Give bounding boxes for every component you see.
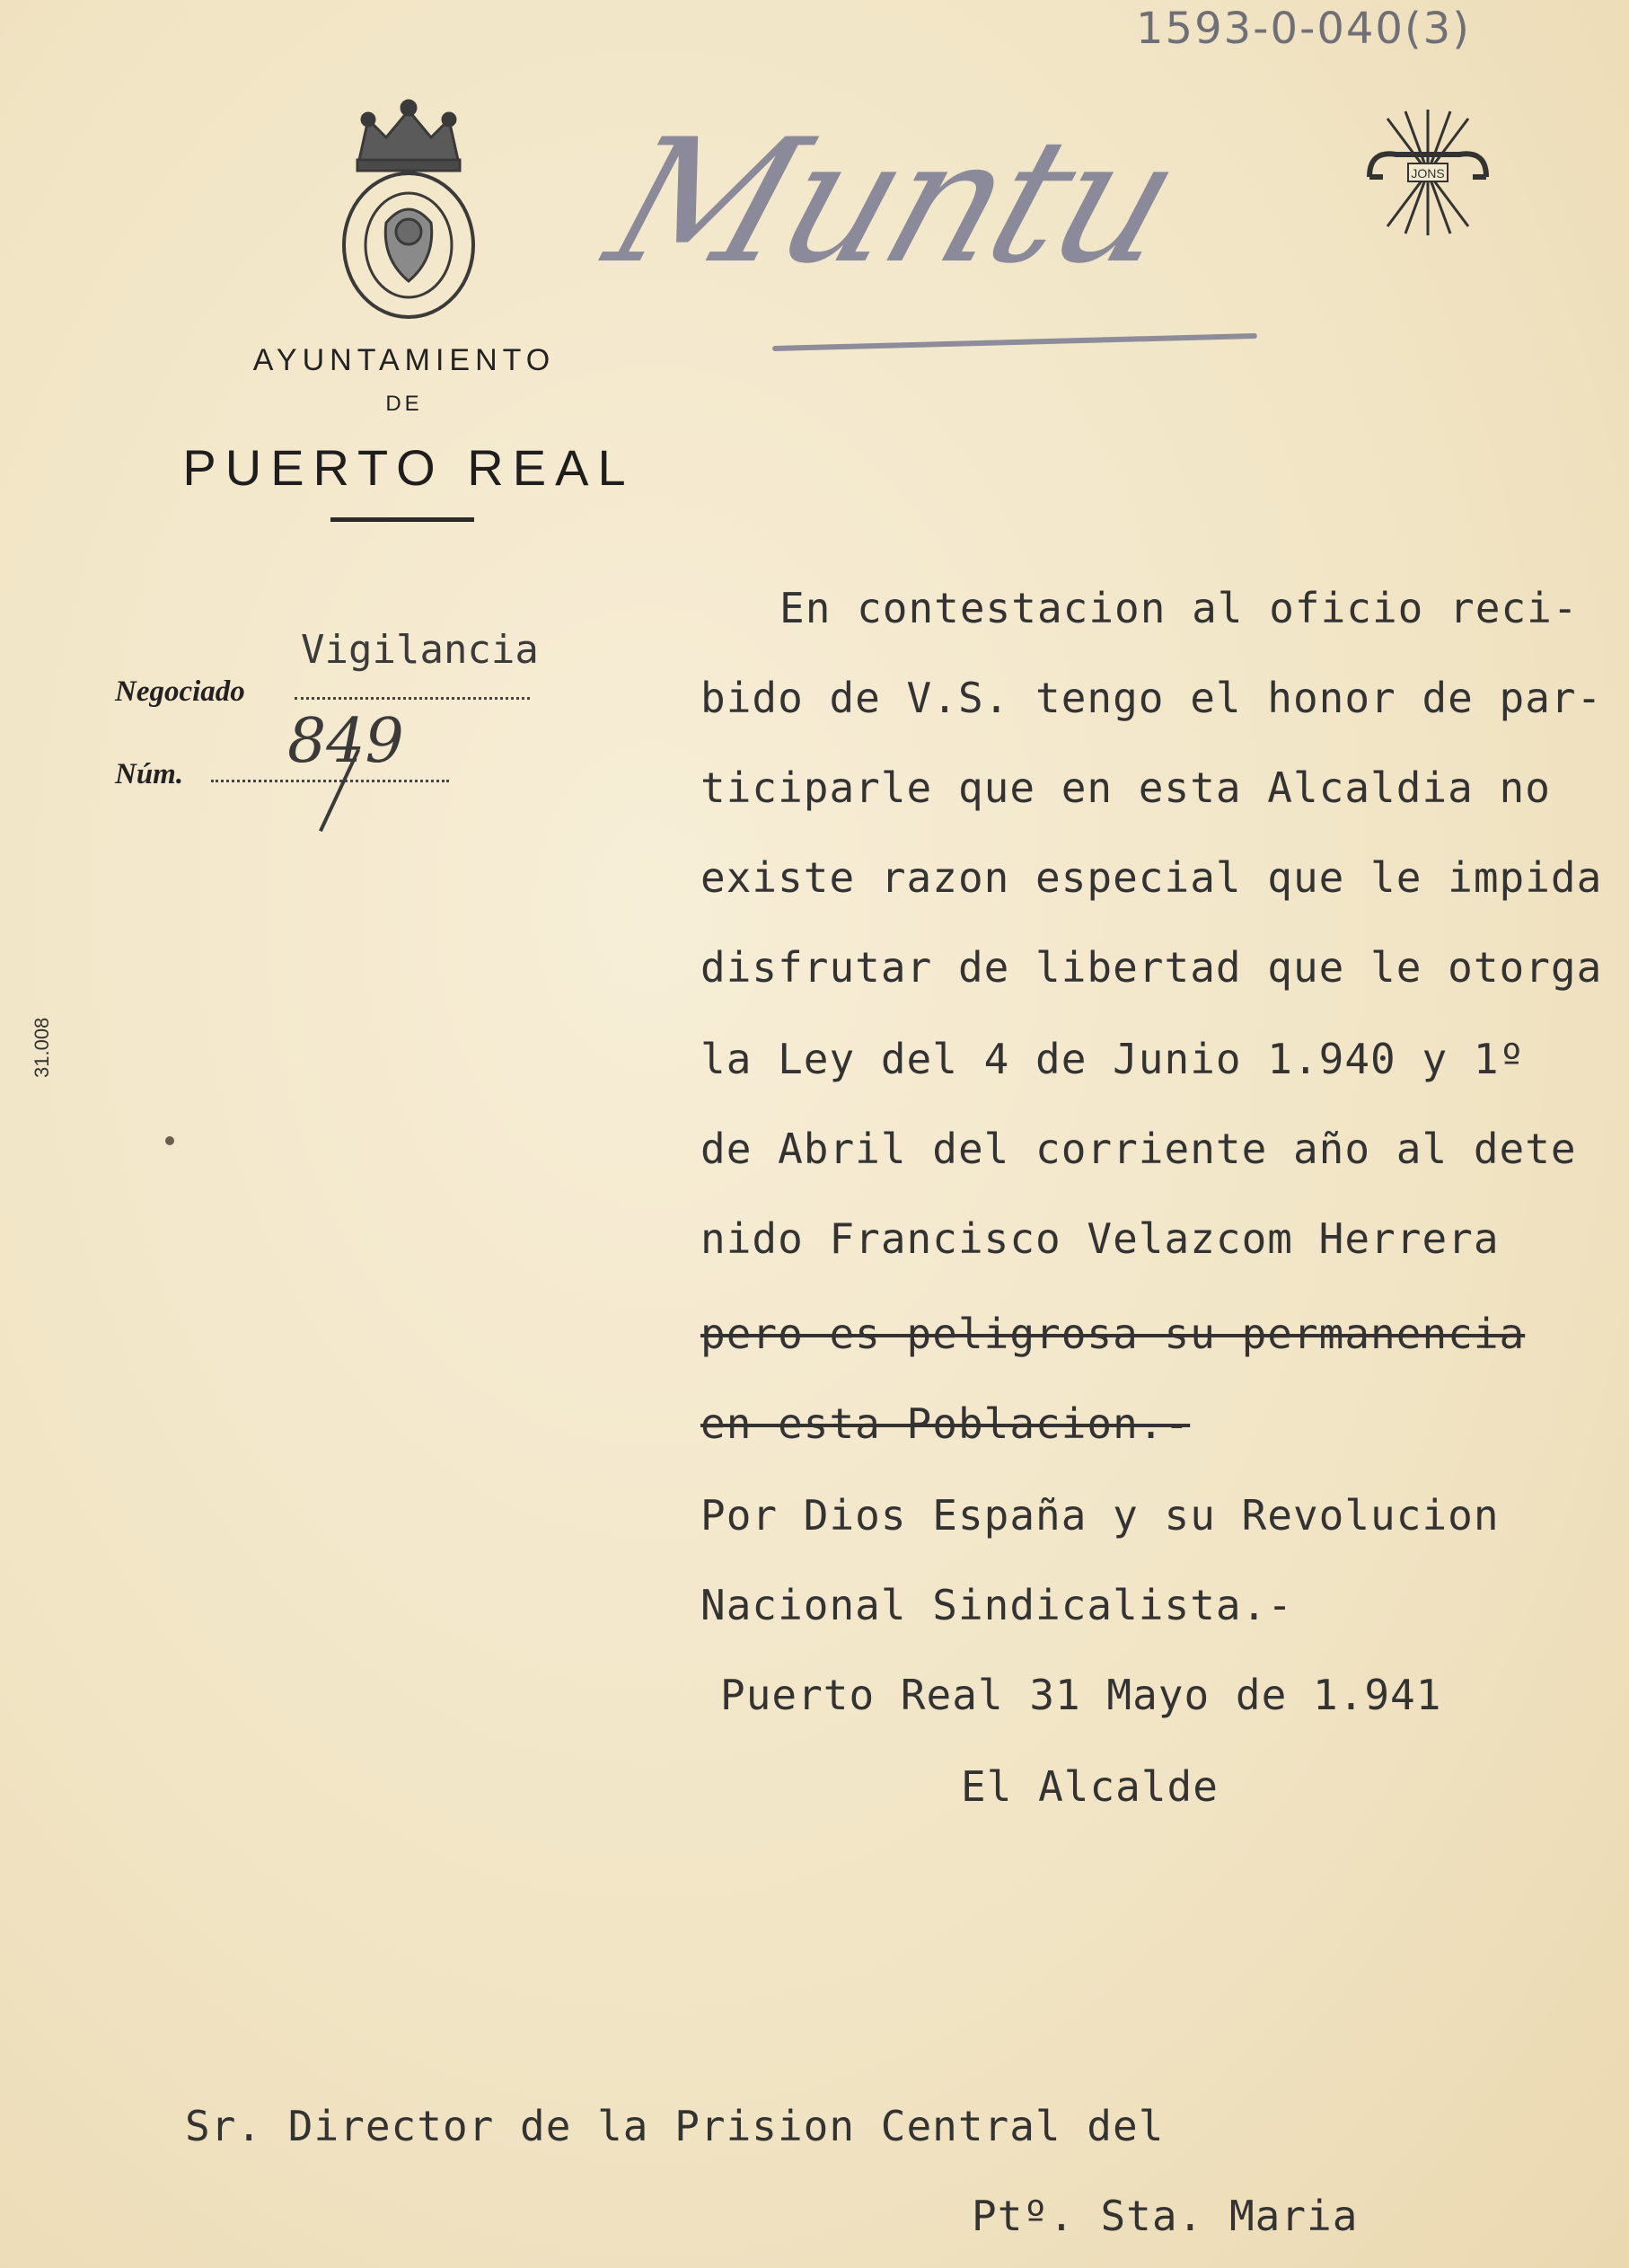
- body-line: existe razon especial que le impida: [700, 853, 1603, 902]
- letterhead-line2: DE: [385, 392, 423, 416]
- letterhead-line1: AYUNTAMIENTO: [252, 343, 556, 377]
- ink-dot: [165, 1136, 174, 1145]
- archive-code: 1593-0-040(3): [1136, 4, 1471, 54]
- closing-line: Nacional Sindicalista.-: [700, 1581, 1293, 1629]
- letterhead-title: PUERTO REAL: [182, 439, 635, 496]
- negociado-dotted-line: [295, 697, 530, 700]
- body-line: ticiparle que en esta Alcaldia no: [700, 763, 1551, 812]
- num-value: 849: [287, 706, 404, 777]
- place-date: Puerto Real 31 Mayo de 1.941: [720, 1671, 1442, 1719]
- letterhead-rule: [330, 517, 474, 522]
- struck-line: en esta Poblacion.-: [700, 1399, 1191, 1448]
- body-line: bido de V.S. tengo el honor de par-: [700, 674, 1603, 722]
- emblem-label: JONS: [1411, 166, 1445, 181]
- num-label: Núm.: [115, 758, 184, 790]
- body-line: nido Francisco Velazcom Herrera: [700, 1214, 1500, 1263]
- closing-line: Por Dios España y su Revolucion: [700, 1491, 1500, 1540]
- num-dotted-line: [211, 780, 449, 782]
- struck-line: pero es peligrosa su permanencia: [700, 1310, 1526, 1358]
- signer-title: El Alcalde: [961, 1762, 1219, 1811]
- negociado-value: Vigilancia: [301, 627, 539, 673]
- addressee-line1: Sr. Director de la Prision Central del: [185, 2102, 1165, 2150]
- yoke-arrows-emblem-icon: [1365, 101, 1491, 244]
- margin-code: 31.008: [31, 1017, 53, 1078]
- body-line: de Abril del corriente año al dete: [700, 1125, 1577, 1173]
- handwritten-signature: Muntu: [587, 102, 1199, 301]
- addressee-line2: Ptº. Sta. Maria: [972, 2192, 1359, 2240]
- municipal-crest-icon: [332, 97, 485, 322]
- body-line: la Ley del 4 de Junio 1.940 y 1º: [700, 1035, 1526, 1083]
- body-line: En contestacion al oficio reci-: [779, 584, 1579, 632]
- body-line: disfrutar de libertad que le otorga: [700, 943, 1603, 992]
- negociado-label: Negociado: [115, 675, 245, 708]
- signature-underline: [772, 333, 1257, 351]
